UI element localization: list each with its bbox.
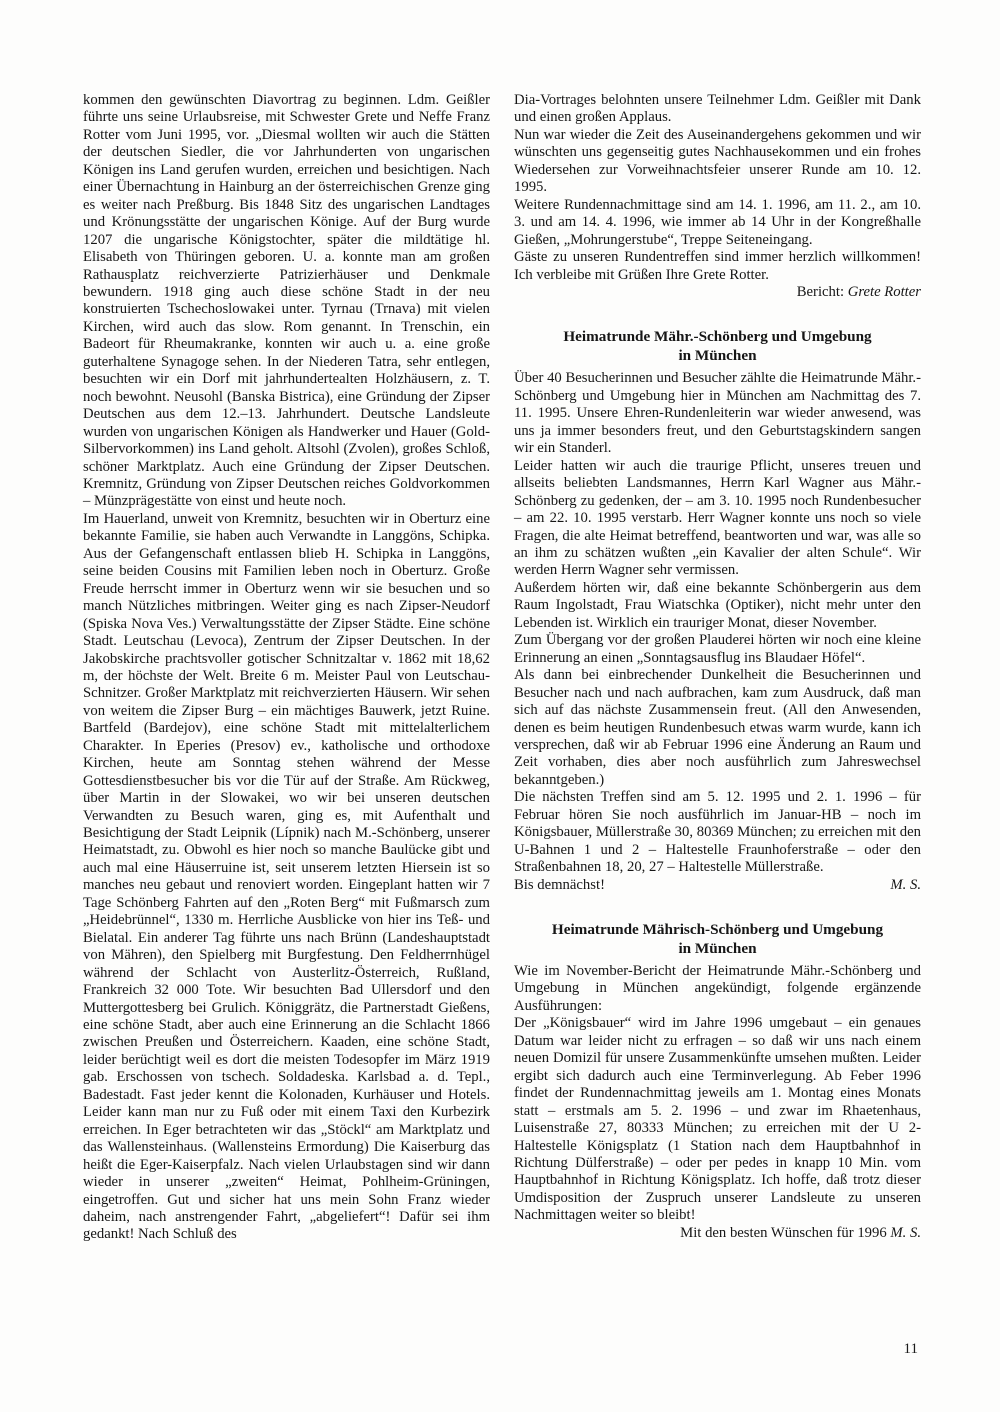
closing-wishes: Mit den besten Wünschen für 1996: [680, 1224, 887, 1241]
section-heading-2: [514, 920, 921, 958]
paragraph: Die nächsten Treffen sind am 5. 12. 1995 und 2. 1. 1996 – für Februar hören Sie noch ausführlich im Januar-HB – noch im Königsbauer, Müllerstraße 30, 80369 München; zu erreichen mit den U-Bahnen 1 und 2 – Haltestelle Fraunhoferstraße – oder den Straßenbahnen 18, 20, 27 – Haltestelle Müllerstraße.: [514, 789, 921, 876]
paragraph: Weitere Rundennachmittage sind am 14. 1. 1996, am 11. 2., am 10. 3. und am 14. 4. 1996, wie immer ab 14 Uhr in der Kongreßhalle Gießen, „Mohrungerstube“, Treppe Seiteneingang.: [514, 196, 921, 248]
closing-farewell: Bis demnächst!: [514, 876, 605, 893]
byline-author: Grete Rotter: [847, 283, 921, 300]
paragraph: Über 40 Besucherinnen und Besucher zählte die Heimatrunde Mähr.-Schönberg und Umgebung hier in München am Nachmittag des 7. 11. 1995. Unsere Ehren-Rundenleiterin war wieder anwesend, was uns ja immer besonders freut, und den Geburtstagskindern sangen wir ein Standerl.: [514, 370, 921, 457]
paragraph: Nun war wieder die Zeit des Auseinandergehens gekommen und wir wünschten uns gegenseitig gutes Nachhausekommen und ein frohes Wiedersehen zur Vorweihnachtsfeier unserer Runde am 10. 12. 1995.: [514, 126, 921, 196]
section-heading-line1: Heimatrunde Mähr.-Schönberg und Umgebung: [563, 328, 872, 346]
paragraph: Als dann bei einbrechender Dunkelheit die Besucherinnen und Besucher nach und nach aufbrachen, kam zum Ausdruck, daß man sich auf das nächste Zusammensein freut. (All den Anwesenden, denen es beim heutigen Rundenbesuch etwas warm wurde, kann ich versprechen, daß wir ab Februar 1996 eine Änderung an Raum und Zeit vorhaben, dies aber noch ausführlich zum Jahreswechsel bekanntgeben.): [514, 667, 921, 788]
right-column: [514, 92, 921, 1244]
paragraph: Im Hauerland, unweit von Kremnitz, besuchten wir in Oberturz eine bekannte Familie, sie haben auch Verwandte in Langgöns, Schipka. Aus der Gefangenschaft entlassen blieb H. Schipka in Langgöns, seine beiden Cousins mit Familien leben noch in Oberturz. Große Freude herrscht immer in Oberturz wenn wir sie besuchen und so manch Nützliches mitbringen. Weiter ging es nach Zipser-Neudorf (Spiska Nova Ves.) Verwaltungsstätte der Zipser Städte. Eine schöne Stadt. Leutschau (Levoca), Zentrum der Zipser Deutschen. In der Jakobskirche prachtsvoller gotischer Schnitzaltar v. 1862 mit 18,62 m, der höchste der Welt. Breite 6 m. Meister Paul von Leutschau-Schnitzer. Großer Marktplatz mit reichverzierten Häusern. Wir sehen von weitem die Zipser Burg – ein mächtiges Bauwerk, jetzt Ruine. Bartfeld (Bardejov), eine schöne Stadt mit mittelalterlichem Charakter. In Eperies (Presov) ev., katholische und orthodoxe Kirchen, heute am Sonntag stehen während der Messe Gottesdienstbesucher bis vor die Tür auf der Straße. Am Rückweg, über Martin in der Slowakei, wo wir bei unseren deutschen Verwandten zu Besuch waren, ging es, mit Aufenthalt und Besichtigung der Stadt Leipnik (Lípnik) nach M.-Schönberg, unserer Heimatstadt, zu. Obwohl es hier noch so manche Baulücke gibt und auch mal eine Häuserruine ist, seit unserem letzten Hiersein ist so manches neu gebaut und renoviert worden. Eingeplant hatten wir 7 Tage Schönberg Fahrten auf den „Roten Berg“ mit Fußmarsch zum „Heidebrünnel“, 1330 m. Herrliche Ausblicke von hier ins Teß- und Bielatal. Ein anderer Tag führte uns nach Brünn (Landeshauptstadt von Mähren), den Spielberg mit Burgfestung. Den Feldherrnhügel während der Schlacht von Austerlitz-Österreich, Rußland, Frankreich 32 000 Tote. Wir besuchten Bad Ullersdorf und den Muttergottesberg bei Grulich. Königgrätz, die Partnerstadt Gießens, eine schöne Stadt, aber auch eine Erinnerung an die Schlacht 1866 zwischen Preußen und Österreichern. Kaaden, eine schöne Stadt, leider berüchtigt weil es dort die meisten Todesopfer im März 1919 gab. Erschossen von tschech. Soldadeska. Karlsbad a. d. Tepl., Badestadt. Fast jeder kennt die Kolonaden, Kurhäuser und Hotels. Leider kann man nur zu Fuß oder mit einem Taxi den Kurbezirk erreichen. In Eger betrachteten wir das „Stöckl“ am Marktplatz und das Wallensteinhaus. (Wallensteins Ermordung) Die Kaiserburg das heißt die Eger-Kaiserpfalz. Nach vielen Urlaubstagen sind wir dann wieder in unserer „zweiten“ Heimat, Pohlheim-Grüningen, eingetroffen. Gut und sicher hat uns mein Sohn Franz wieder daheim, nach anstrengender Fahrt, „abgeliefert“! Dafür sei ihm gedankt! Nach Schluß des: [83, 510, 490, 1243]
paragraph: Der „Königsbauer“ wird im Jahre 1996 umgebaut – ein genaues Datum war leider nicht zu erfragen – so daß wir uns nach einem neuen Domizil für unsere Zusammenkünfte umsehen mußten. Leider ergibt sich dadurch auch eine Terminverlegung. Ab Feber 1996 findet der Rundennachmittag jeweils am 1. Montag eines Monats statt – erstmals am 5. 2. 1996 – und zwar im Rhaetenhaus, Luisenstraße 27, 80333 München; zu erreichen mit der U 2-Haltestelle Königsplatz (1 Station nach dem Hauptbahnhof in Richtung Dülferstraße) – oder per pedes in knapp 10 Min. vom Hauptbahnhof in Richtung Königsplatz. Ich hoffe, daß trotz dieser Umdisposition der Zuspruch unserer Landsleute zu unseren Nachmittagen weiter so bleibt!: [514, 1015, 921, 1224]
section-heading-line1: Heimatrunde Mährisch-Schönberg und Umgebung: [551, 921, 884, 939]
section-closing-1: [514, 877, 921, 894]
paragraph: Dia-Vortrages belohnten unsere Teilnehmer Ldm. Geißler mit Dank und einen großen Applaus.: [514, 92, 921, 126]
left-column: [83, 92, 490, 1244]
report-byline: [514, 284, 921, 301]
paragraph: Außerdem hörten wir, daß eine bekannte Schönbergerin aus dem Raum Ingolstadt, Frau Wiatschka (Optiker), nicht mehr unter den Lebenden ist. Wirklich ein trauriger Monat, dieser November.: [514, 579, 921, 631]
text-columns: [83, 92, 921, 1244]
paragraph: Gäste zu unseren Rundentreffen sind immer herzlich willkommen! Ich verbleibe mit Grüßen Ihre Grete Rotter.: [514, 249, 921, 283]
paragraph: Zum Übergang vor der großen Plauderei hörten wir noch eine kleine Erinnerung an einen „Sonntagsausflug ins Blaudaer Höfel“.: [514, 632, 921, 666]
section-closing-2: [514, 1225, 921, 1242]
byline-label: Bericht:: [796, 283, 845, 300]
closing-initials: M. S.: [890, 1224, 921, 1241]
closing-initials: M. S.: [890, 876, 921, 893]
section-heading-line2: in München: [678, 347, 757, 365]
section-heading-1: [514, 327, 921, 365]
paragraph: kommen den gewünschten Diavortrag zu beginnen. Ldm. Geißler führte uns seine Urlaubsreise, mit Schwester Grete und Neffe Franz Rotter vom Juni 1995, vor. „Diesmal wollten wir auch die Stätten der deutschen Siedler, die vor Jahrhunderten von ungarischen Königen ins Land gerufen wurden, erreichen und besichtigen. Nach einer Übernachtung in Hainburg an der österreichischen Grenze ging es weiter nach Preßburg. Bis 1848 Sitz des ungarischen Landtages und Krönungsstätte der ungarischen Könige. Auf der Burg wurde 1207 die ungarische Königstochter, später die mildtätige hl. Elisabeth von Thüringen geboren. U. a. konnte man am großen Rathausplatz reichverzierte Patrizierhäuser und Denkmale bewundern. 1918 ging auch diese schöne Stadt in der neu konstruierten Tschechoslowakei unter. Tyrnau (Trnava) mit vielen Kirchen, wird auch das slow. Rom genannt. In Trenschin, ein Badeort für Rheumakranke, konnten wir auch u. a. eine große guterhaltene Synagoge sehen. In der Niederen Tatra, sehr entlegen, besuchten wir ein Dorf mit jahrhundertealten Holzhäusern, z. T. noch bewohnt. Neusohl (Banska Bistrica), eine Gründung der Zipser Deutschen aus dem 12.–13. Jahrhundert. Deutsche Landsleute wurden von ungarischen Königen als Handwerker und Hauer (Gold-Silbervorkommen) ins Land geholt. Altsohl (Zvolen), großes Schloß, schöner Marktplatz. Auch eine Gründung der Zipser Deutschen. Kremnitz, Gründung von Zipser Deutschen reiches Goldvorkommen – Münzprägestätte von einst und heute noch.: [83, 92, 490, 510]
paragraph: Wie im November-Bericht der Heimatrunde Mähr.-Schönberg und Umgebung in München angekündigt, folgende ergänzende Ausführungen:: [514, 963, 921, 1014]
paragraph: Leider hatten wir auch die traurige Pflicht, unseres treuen und allseits beliebten Landsmannes, Herrn Karl Wagner aus Mähr.-Schönberg zu gedenken, der – am 3. 10. 1995 noch Rundenbesucher – am 22. 10. 1995 verstarb. Herr Wagner konnte uns noch so viele Fragen, die alte Heimat betreffend, beantworten und war, was alle so an ihm zu schätzen wußten „ein Kavalier der alten Schule“. Wir werden Herrn Wagner sehr vermissen.: [514, 457, 921, 579]
page-number: 11: [903, 1341, 918, 1357]
section-heading-line2: in München: [678, 940, 757, 958]
